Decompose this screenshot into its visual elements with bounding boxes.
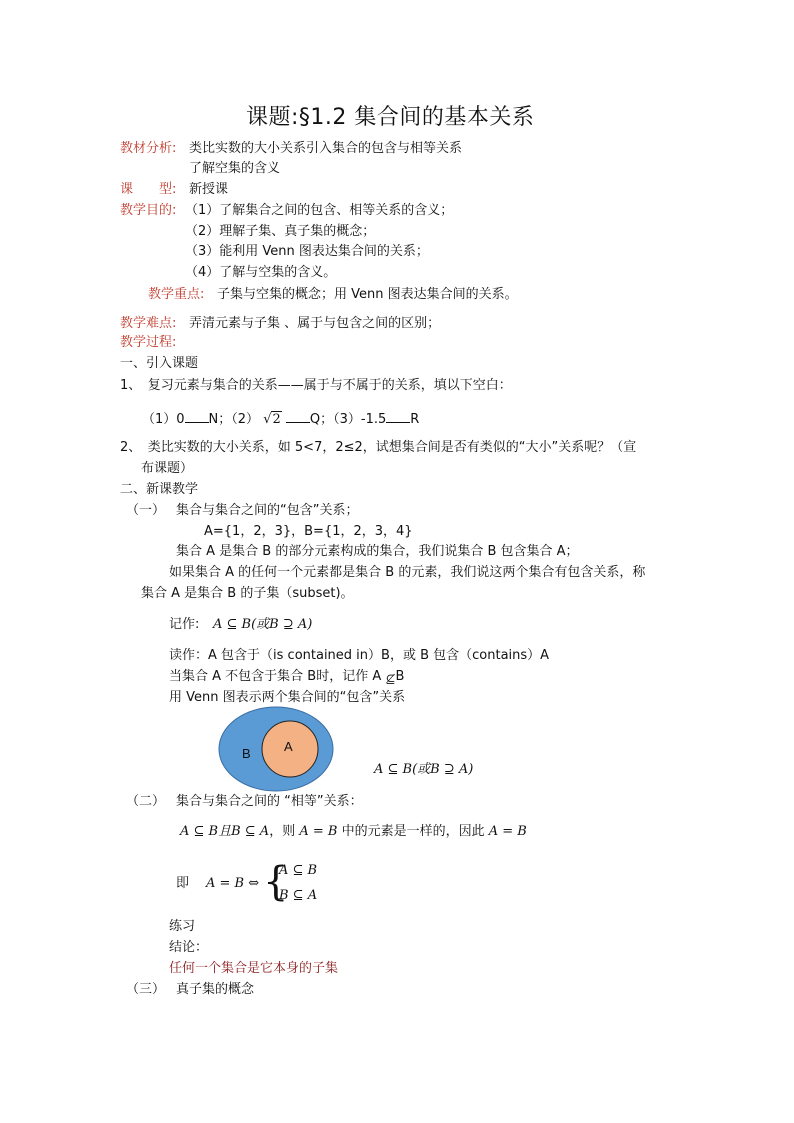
goal-item: （1）了解集合之间的包含、相等关系的含义； — [185, 203, 454, 218]
section1-item2-line2: 布课题） — [141, 461, 194, 476]
difficulties-value: 弄清元素与子集 、属于与包含之间的区别； — [189, 316, 441, 331]
process-label: 教学过程: — [120, 335, 177, 350]
equality-line — [180, 823, 527, 841]
part3-title: 真子集的概念 — [176, 982, 255, 997]
part2-title: 集合与集合之间的 “相等”关系： — [176, 794, 363, 809]
not-contain-pre: 当集合 A 不包含于集合 B时，记作 A — [169, 669, 382, 684]
venn-caption: A ⊆ B(或B ⊇ A) — [374, 762, 474, 777]
part1-sets: A={1，2，3}，B={1，2，3，4} — [204, 524, 413, 539]
difficulties-label: 教学难点: — [120, 316, 177, 331]
fill-b-end: Q；（3）-1.5 — [309, 412, 387, 427]
read-line: 读作：A 包含于（is contained in）B，或 B 包含（contains）A — [169, 648, 550, 663]
blank-2 — [286, 410, 310, 423]
not-subset-icon: ⊈ — [385, 672, 396, 686]
page-title: 课题:§1.2 集合间的基本关系 — [246, 105, 535, 130]
analysis-line2: 了解空集的含义 — [189, 161, 281, 176]
part1-line2: 如果集合 A 的任何一个元素都是集合 B 的元素，我们说这两个集合有包含关系，称 — [169, 565, 646, 580]
equality-text2: 中的元素是一样的，因此 — [341, 824, 485, 839]
part1-line1: 集合 A 是集合 B 的部分元素构成的集合，我们说集合 B 包含集合 A； — [176, 544, 579, 559]
goal-item: （4）了解与空集的含义。 — [185, 265, 337, 280]
part1-title: 集合与集合之间的“包含”关系； — [176, 503, 359, 518]
analysis-line1: 类比实数的大小关系引入集合的包含与相等关系 — [189, 141, 463, 156]
section1-item2-line1: 2、 类比实数的大小关系，如 5<7，2≤2，试想集合间是否有类似的“大小”关系呢？（宣 — [120, 440, 637, 455]
notation-label: 记作: — [169, 617, 200, 632]
lesson-type-value: 新授课 — [189, 182, 229, 197]
analysis-label: 教材分析: — [120, 141, 177, 156]
venn-intro: 用 Venn 图表示两个集合间的“包含”关系 — [169, 690, 406, 705]
section1-heading: 一、引入课题 — [120, 356, 199, 371]
fill-blanks-line — [142, 410, 419, 429]
conclusion-label: 结论： — [169, 940, 209, 955]
sqrt-radicand: 2 — [272, 412, 281, 427]
sqrt-icon: √ — [263, 412, 272, 427]
goal-item: （3）能利用 Venn 图表达集合间的关系； — [185, 244, 429, 259]
not-contain-line — [169, 668, 404, 688]
part1-line3: 集合 A 是集合 B 的子集（subset)。 — [141, 586, 354, 601]
equality-text1: ，则 — [269, 824, 296, 839]
not-contain-post: B — [395, 669, 405, 684]
fill-a-end: N；（2） — [208, 412, 260, 427]
key-points-value: 子集与空集的概念；用 Venn 图表达集合间的关系。 — [217, 287, 518, 302]
fill-a: （1）0 — [142, 412, 185, 427]
venn-outer-label: B — [242, 746, 251, 761]
equality-math3: A = B — [488, 824, 527, 839]
part3-num: （三） — [126, 982, 166, 997]
brace-bottom: B ⊆ A — [279, 888, 318, 903]
sqrt-expression — [263, 411, 282, 427]
lesson-type-label: 课 型: — [120, 182, 177, 197]
section1-item1: 1、 复习元素与集合的关系——属于与不属于的关系，填以下空白： — [120, 378, 512, 393]
equality-math1: A ⊆ B且B ⊆ A — [180, 824, 270, 839]
section2-heading: 二、新课教学 — [120, 482, 199, 497]
venn-inner-label: A — [284, 739, 293, 754]
part2-num: （二） — [126, 794, 166, 809]
practice-label: 练习 — [169, 919, 196, 934]
equality-math2: A = B — [299, 824, 338, 839]
part1-num: （一） — [126, 503, 166, 518]
conclusion-text: 任何一个集合是它本身的子集 — [169, 961, 339, 976]
blank-1 — [185, 410, 209, 423]
brace-top: A ⊆ B — [279, 863, 318, 878]
venn-diagram — [218, 706, 336, 792]
blank-3 — [386, 410, 410, 423]
notation-math: A ⊆ B(或B ⊇ A) — [213, 617, 313, 632]
left-brace-icon: { — [263, 859, 289, 905]
goal-item: （2）理解子集、真子集的概念； — [185, 224, 376, 239]
ji-label: 即 — [176, 876, 190, 891]
goals-label: 教学目的: — [120, 203, 177, 218]
fill-c-end: R — [410, 412, 420, 427]
equiv-left: A = B ⇔ — [206, 876, 260, 891]
key-points-label: 教学重点: — [148, 287, 205, 302]
